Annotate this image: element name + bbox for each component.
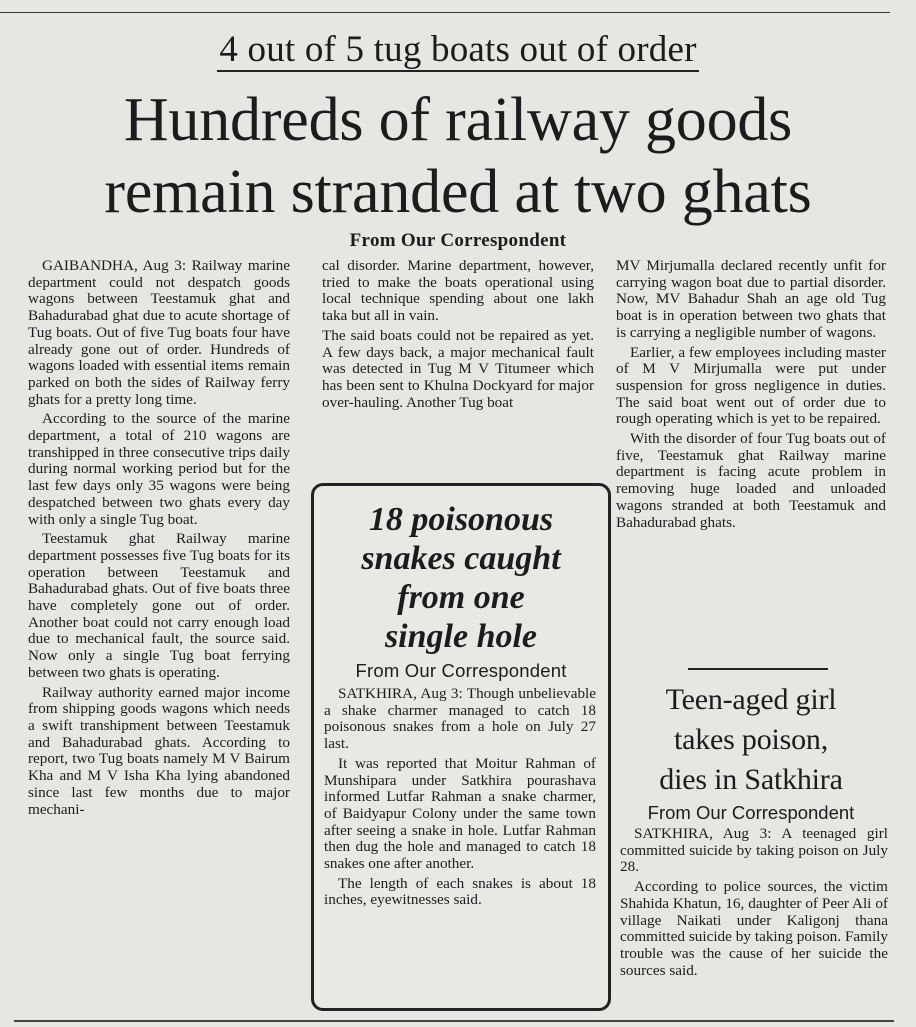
headline-line: snakes caught xyxy=(361,540,561,577)
paragraph: With the disorder of four Tug boats out of five, Teestamuk ghat Railway marine department is facing acute problem in removing huge loaded and unloaded wagons stranded at both Teestamuk and Bahadurabad ghats. xyxy=(616,430,886,531)
snakes-story-body xyxy=(324,686,596,912)
paragraph: SATKHIRA, Aug 3: Though unbelievable a shake charmer managed to catch 18 poisonous snakes from a hole on July 27 last. xyxy=(324,685,596,753)
paragraph: MV Mirjumalla declared recently unfit for carrying wagon boat due to partial disorder. Now, MV Bahadur Shah an age old Tug boat is in operation between two ghats that is carrying a negligible number of wagons. xyxy=(616,258,886,341)
main-byline: From Our Correspondent xyxy=(349,230,567,251)
headline-line: takes poison, xyxy=(673,723,829,756)
main-headline xyxy=(0,84,916,228)
paragraph: It was reported that Moitur Rahman of Munshipara under Satkhira pourashava informed Lutfar Rahman a snake charmer, of Baidyapur Colony under the same town after seeing a snake in hole. Lutfar Rahman then dug the hole and managed to catch 18 snakes one after another. xyxy=(324,754,596,873)
headline-line-1: Hundreds of railway goods xyxy=(123,86,793,154)
headline-line: single hole xyxy=(384,618,538,655)
paragraph: According to police sources, the victim Shahida Khatun, 16, daughter of Peer Ali of village Naikati under Kaligonj thana committed suicide by taking poison. Family trouble was the cause of her suicide the sources said. xyxy=(620,878,888,979)
paragraph: Railway authority earned major income from shipping goods wagons which needs a swift transhipment between Teestamuk and Bahadurabad ghats. According to report, two Tug boats namely M V Bairum Kha and M V Isha Kha lying abandoned since last few months due to major mechani- xyxy=(28,683,290,818)
poison-story-body xyxy=(620,826,888,982)
paragraph: According to the source of the marine department, a total of 210 wagons are transhipped in three consecutive trips daily during normal working period but for the last few days only 35 wagons were being despatched between two ghats every day with only a single Tug boat. xyxy=(28,410,290,528)
paragraph: GAIBANDHA, Aug 3: Railway marine department could not despatch goods wagons between Teestamuk ghat and Bahadurabad ghat due to acute shortage of Tug boats. Out of five Tug boats four have already gone out of order. Hundreds of wagons loaded with essential items remain parked on both the sides of Railway ferry ghats for a pretty long time. xyxy=(28,258,290,408)
top-rule xyxy=(0,12,890,13)
headline-line: dies in Satkhira xyxy=(659,763,843,796)
headline-line-2: remain stranded at two ghats xyxy=(104,158,812,226)
paragraph: The length of each snakes is about 18 inches, eyewitnesses said. xyxy=(324,874,596,909)
main-story-column-3 xyxy=(616,258,886,663)
snakes-story-box xyxy=(311,483,611,1011)
paragraph: cal disorder. Marine department, however, tried to make the boats operational using local technique spending about one lakh taka but all in vain. xyxy=(322,258,594,325)
poison-story-headline xyxy=(616,680,886,800)
headline-line: from one xyxy=(397,579,525,616)
paragraph: SATKHIRA, Aug 3: A teenaged girl committed suicide by taking poison on July 28. xyxy=(620,825,888,876)
bottom-rule xyxy=(14,1020,894,1022)
headline-line: Teen-aged girl xyxy=(665,683,837,716)
section-divider xyxy=(688,668,828,670)
main-story-column-2 xyxy=(322,258,594,483)
paragraph: Teestamuk ghat Railway marine department possesses five Tug boats for its operation between Teestamuk and Bahadurabad ghats. Out of five boats three have completely gone out of order. Another boat could not carry enough load due to mechanical fault, the source said. Now only a single Tug boat ferrying between two ghats is operating. xyxy=(28,530,290,681)
main-story-column-1 xyxy=(28,258,290,1018)
paragraph: Earlier, a few employees including master of M V Mirjumalla were put under suspension for gross negligence in duties. The said boat went out of order due to rough operating which is yet to be repaired. xyxy=(616,343,886,428)
paragraph: The said boats could not be repaired as yet. A few days back, a major mechanical fault was detected in Tug M V Titumeer which has been sent to Khulna Dockyard for major over-hauling. Another Tug boat xyxy=(322,326,594,411)
snakes-story-headline xyxy=(320,500,602,656)
poison-story-byline: From Our Correspondent xyxy=(647,802,855,823)
headline-line: 18 poisonous xyxy=(368,501,554,538)
kicker-headline: 4 out of 5 tug boats out of order xyxy=(219,29,697,70)
snakes-story-byline: From Our Correspondent xyxy=(355,660,567,681)
